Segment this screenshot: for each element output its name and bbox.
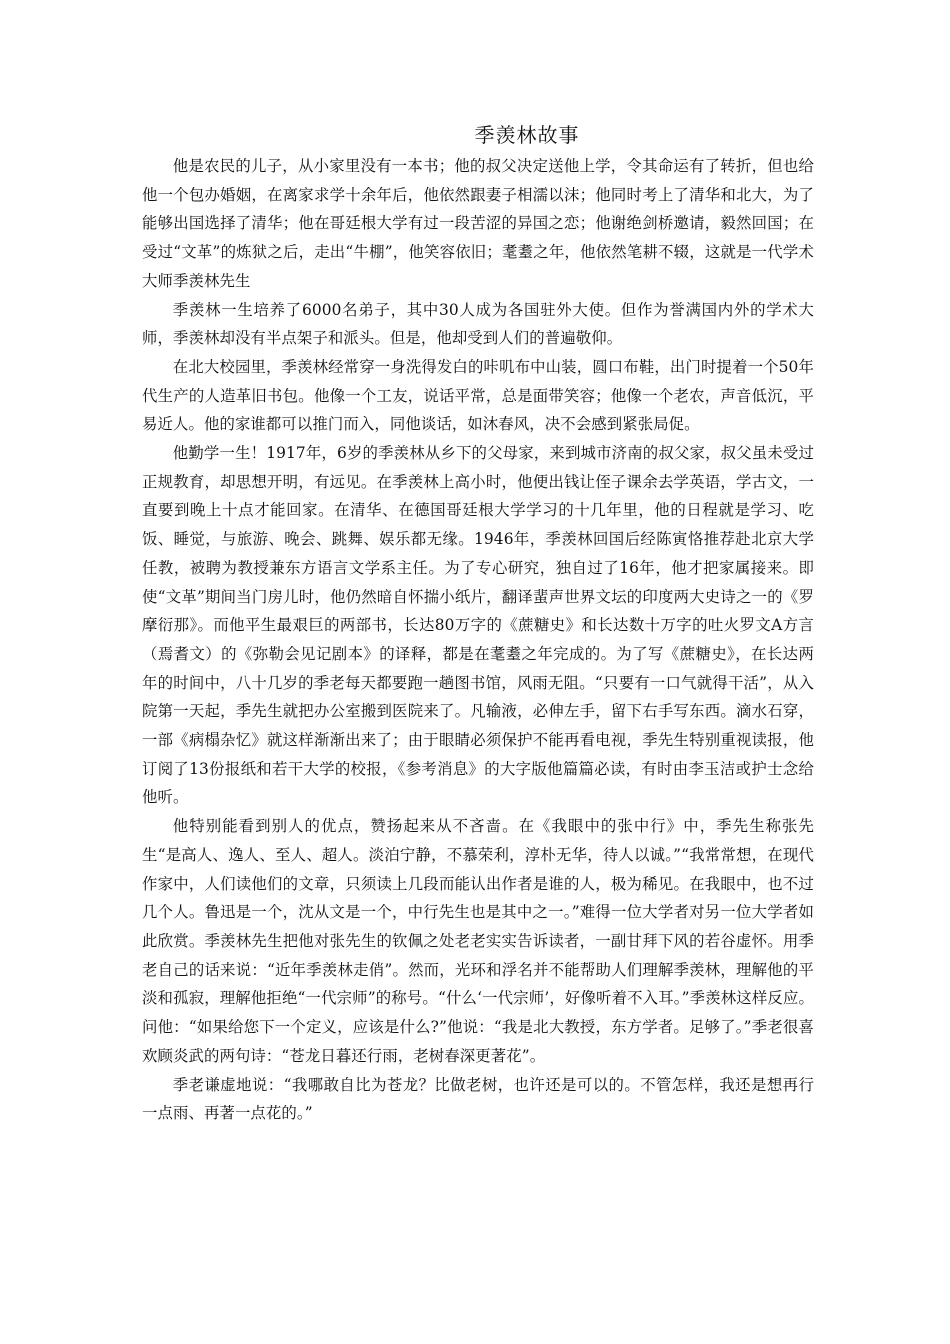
paragraph-4: 他勤学一生！1917年，6岁的季羡林从乡下的父母家，来到城市济南的叔父家，叔父虽未受过正规教育，却思想开明，有远见。在季羡林上高小时，他便出钱让侄子课余去学英语，学古文，一直要到晚上十点才能回家。在清华、在德国哥廷根大学学习的十几年里，他的日程就是学习、吃饭、睡觉，与旅游、晚会、跳舞、娱乐都无缘。1946年，季羡林回国后经陈寅恪推荐赴北京大学任教，被聘为教授兼东方语言文学系主任。为了专心研究，独自过了16年，他才把家属接来。即使“文革”期间当门房儿时，他仍然暗自怀揣小纸片，翻译蜚声世界文坛的印度两大史诗之一的《罗摩衍那》。而他平生最艰巨的两部书，长达80万字的《蔗糖史》和长达数十万字的吐火罗文A方言（焉耆文）的《弥勒会见记剧本》的译释，都是在耄耋之年完成的。为了写《蔗糖史》，在长达两年的时间中，八十几岁的季老每天都要跑一趟图书馆，风雨无阻。“只要有一口气就得干活”，从入院第一天起，季先生就把办公室搬到医院来了。凡输液，必伸左手，留下右手写东西。滴水石穿，一部《病榻杂忆》就这样渐渐出来了；由于眼睛必须保护不能再看电视，季先生特别重视读报，他订阅了13份报纸和若干大学的校报，《参考消息》的大字版他篇篇必读，有时由李玉洁或护士念给他听。 bbox=[142, 444, 814, 807]
document-title: 季羡林故事 bbox=[474, 123, 580, 147]
paragraph-3: 在北大校园里，季羡林经常穿一身洗得发白的咔叽布中山装，圆口布鞋，出门时提着一个50年代生产的人造革旧书包。他像一个工友，说话平常，总是面带笑容；他像一个老农，声音低沉，平易近人。他的家谁都可以推门而入，同他谈话，如沐春风，决不会感到紧张局促。 bbox=[142, 357, 814, 434]
paragraph-1: 他是农民的儿子，从小家里没有一本书；他的叔父决定送他上学，令其命运有了转折，但也给他一个包办婚姻，在离家求学十余年后，他依然跟妻子相濡以沫；他同时考上了清华和北大，为了能够出国选择了清华；他在哥廷根大学有过一段苦涩的异国之恋；他谢绝剑桥邀请，毅然回国；在受过“文革”的炼狱之后，走出“牛棚”，他笑容依旧；耄耋之年，他依然笔耕不辍，这就是一代学术大师季羡林先生 bbox=[142, 157, 814, 290]
paragraph-2: 季羡林一生培养了6000名弟子，其中30人成为各国驻外大使。但作为誉满国内外的学术大师，季羡林却没有半点架子和派头。但是，他却受到人们的普遍敬仰。 bbox=[142, 300, 814, 348]
paragraph-6: 季老谦虚地说：“我哪敢自比为苍龙？比做老树，也许还是可以的。不管怎样，我还是想再行一点雨、再著一点花的。” bbox=[142, 1075, 814, 1123]
document-body bbox=[142, 120, 814, 1128]
paragraph-5: 他特别能看到别人的优点，赞扬起来从不吝啬。在《我眼中的张中行》中，季先生称张先生“是高人、逸人、至人、超人。淡泊宁静，不慕荣利，淳朴无华，待人以诚。”“我常常想，在现代作家中，人们读他们的文章，只须读上几段而能认出作者是谁的人，极为稀见。在我眼中，也不过几个人。鲁迅是一个，沈从文是一个，中行先生也是其中之一。”难得一位大学者对另一位大学者如此欣赏。季羡林先生把他对张先生的钦佩之处老老实实告诉读者，一副甘拜下风的若谷虚怀。用季老自己的话来说：“近年季羡林走俏”。然而，光环和浮名并不能帮助人们理解季羡林，理解他的平淡和孤寂，理解他拒绝“一代宗师”的称号。“什么‘一代宗师’，好像听着不入耳。”季羡林这样反应。问他：“如果给您下一个定义，应该是什么?”他说：“我是北大教授，东方学者。足够了。”季老很喜欢顾炎武的两句诗：“苍龙日暮还行雨，老树春深更著花”。 bbox=[142, 817, 814, 1065]
